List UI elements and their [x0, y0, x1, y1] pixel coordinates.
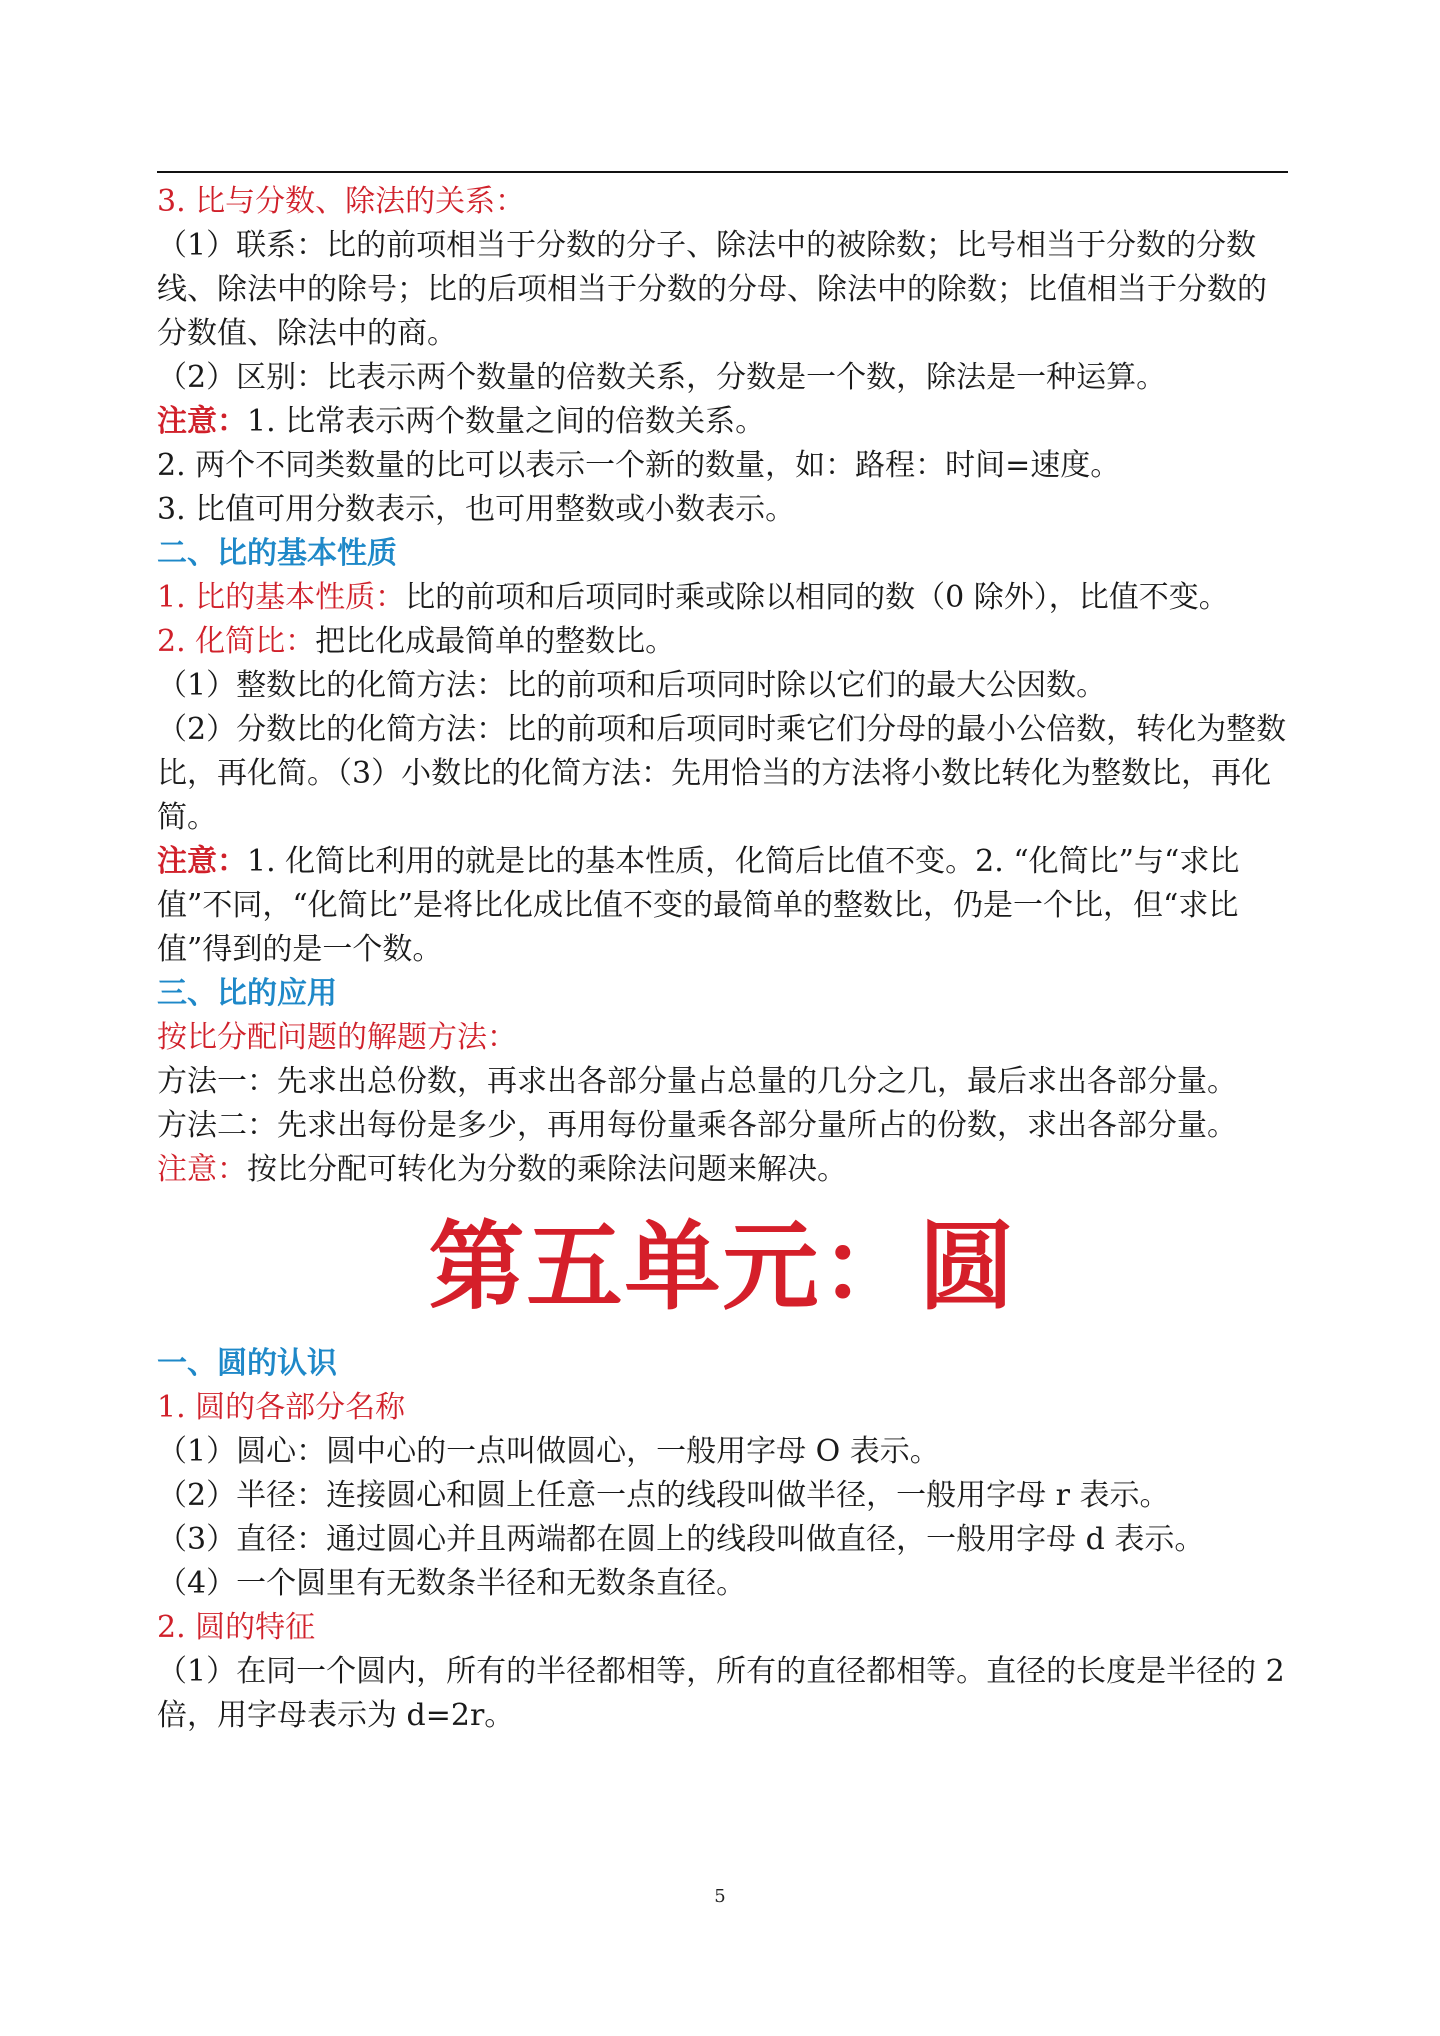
relation-link-paragraph: （1）联系：比的前项相当于分数的分子、除法中的被除数；比号相当于分数的分数线、除法中的除号；比的后项相当于分数的分母、除法中的除数；比值相当于分数的分数值、除法中的商。 — [157, 228, 1267, 351]
header-rule — [157, 171, 1288, 173]
basic-property-text: 比的前项和后项同时乘或除以相同的数（0 除外），比值不变。 — [405, 580, 1229, 615]
circle-diameter-item: （3）直径：通过圆心并且两端都在圆上的线段叫做直径，一般用字母 d 表示。 — [157, 1522, 1205, 1557]
circle-radius-item: （2）半径：连接圆心和圆上任意一点的线段叫做半径，一般用字母 r 表示。 — [157, 1478, 1170, 1513]
basic-property-label: 1. 比的基本性质： — [157, 580, 406, 615]
circle-features-heading: 2. 圆的特征 — [157, 1610, 316, 1645]
note-label: 注意： — [157, 404, 247, 439]
note-paragraph-3: 3. 比值可用分数表示，也可用整数或小数表示。 — [157, 492, 796, 527]
section-heading-ratio-application: 三、比的应用 — [157, 976, 337, 1011]
section-heading-basic-property: 二、比的基本性质 — [157, 536, 397, 571]
unit-title: 第五单元：圆 — [428, 1211, 1017, 1323]
note-text: 1. 比常表示两个数量之间的倍数关系。 — [247, 404, 766, 439]
simplify-ratio-paragraph — [157, 620, 1288, 664]
basic-property-paragraph — [157, 576, 1288, 620]
circle-parts-heading: 1. 圆的各部分名称 — [157, 1390, 406, 1425]
simplify-ratio-text: 把比化成最简单的整数比。 — [315, 624, 676, 659]
fraction-decimal-ratio-method: （2）分数比的化简方法：比的前项和后项同时乘它们分母的最小公倍数，转化为整数比，再化简。（3）小数比的化简方法：先用恰当的方法将小数比转化为整数比，再化简。 — [157, 712, 1287, 835]
method-two-paragraph: 方法二：先求出每份是多少，再用每份量乘各部分量所占的份数，求出各部分量。 — [157, 1108, 1237, 1143]
integer-ratio-method: （1）整数比的化简方法：比的前项和后项同时除以它们的最大公因数。 — [157, 668, 1107, 703]
note-paragraph-2: 2. 两个不同类数量的比可以表示一个新的数量，如：路程：时间=速度。 — [157, 448, 1121, 483]
relation-difference-paragraph: （2）区别：比表示两个数量的倍数关系，分数是一个数，除法是一种运算。 — [157, 360, 1167, 395]
note-text: 按比分配可转化为分数的乘除法问题来解决。 — [247, 1152, 847, 1187]
circle-center-item: （1）圆心：圆中心的一点叫做圆心，一般用字母 O 表示。 — [157, 1434, 940, 1469]
note-label: 注意： — [157, 844, 247, 879]
page-content — [157, 180, 1288, 1738]
section-heading-circle-recognition: 一、圆的认识 — [157, 1346, 337, 1381]
circle-feature-item-1: （1）在同一个圆内，所有的半径都相等，所有的直径都相等。直径的长度是半径的 2 倍，用字母表示为 d=2r。 — [157, 1654, 1285, 1733]
proportional-distribution-heading: 按比分配问题的解题方法： — [157, 1020, 517, 1055]
simplify-note-paragraph — [157, 840, 1288, 972]
page-number: 5 — [714, 1886, 726, 1907]
method-one-paragraph: 方法一：先求出总份数，再求出各部分量占总量的几分之几，最后求出各部分量。 — [157, 1064, 1237, 1099]
note-text: 1. 化简比利用的就是比的基本性质，化简后比值不变。2. “化简比”与“求比值”不同，“化简比”是将比化成比值不变的最简单的整数比，仍是一个比，但“求比值”得到的是一个数。 — [157, 844, 1240, 967]
application-note-paragraph — [157, 1148, 1288, 1192]
section-3-heading: 3. 比与分数、除法的关系： — [157, 184, 526, 219]
circle-infinite-item: （4）一个圆里有无数条半径和无数条直径。 — [157, 1566, 747, 1601]
simplify-ratio-label: 2. 化简比： — [157, 624, 316, 659]
note-label: 注意： — [157, 1152, 247, 1187]
note-paragraph-1 — [157, 400, 1288, 444]
